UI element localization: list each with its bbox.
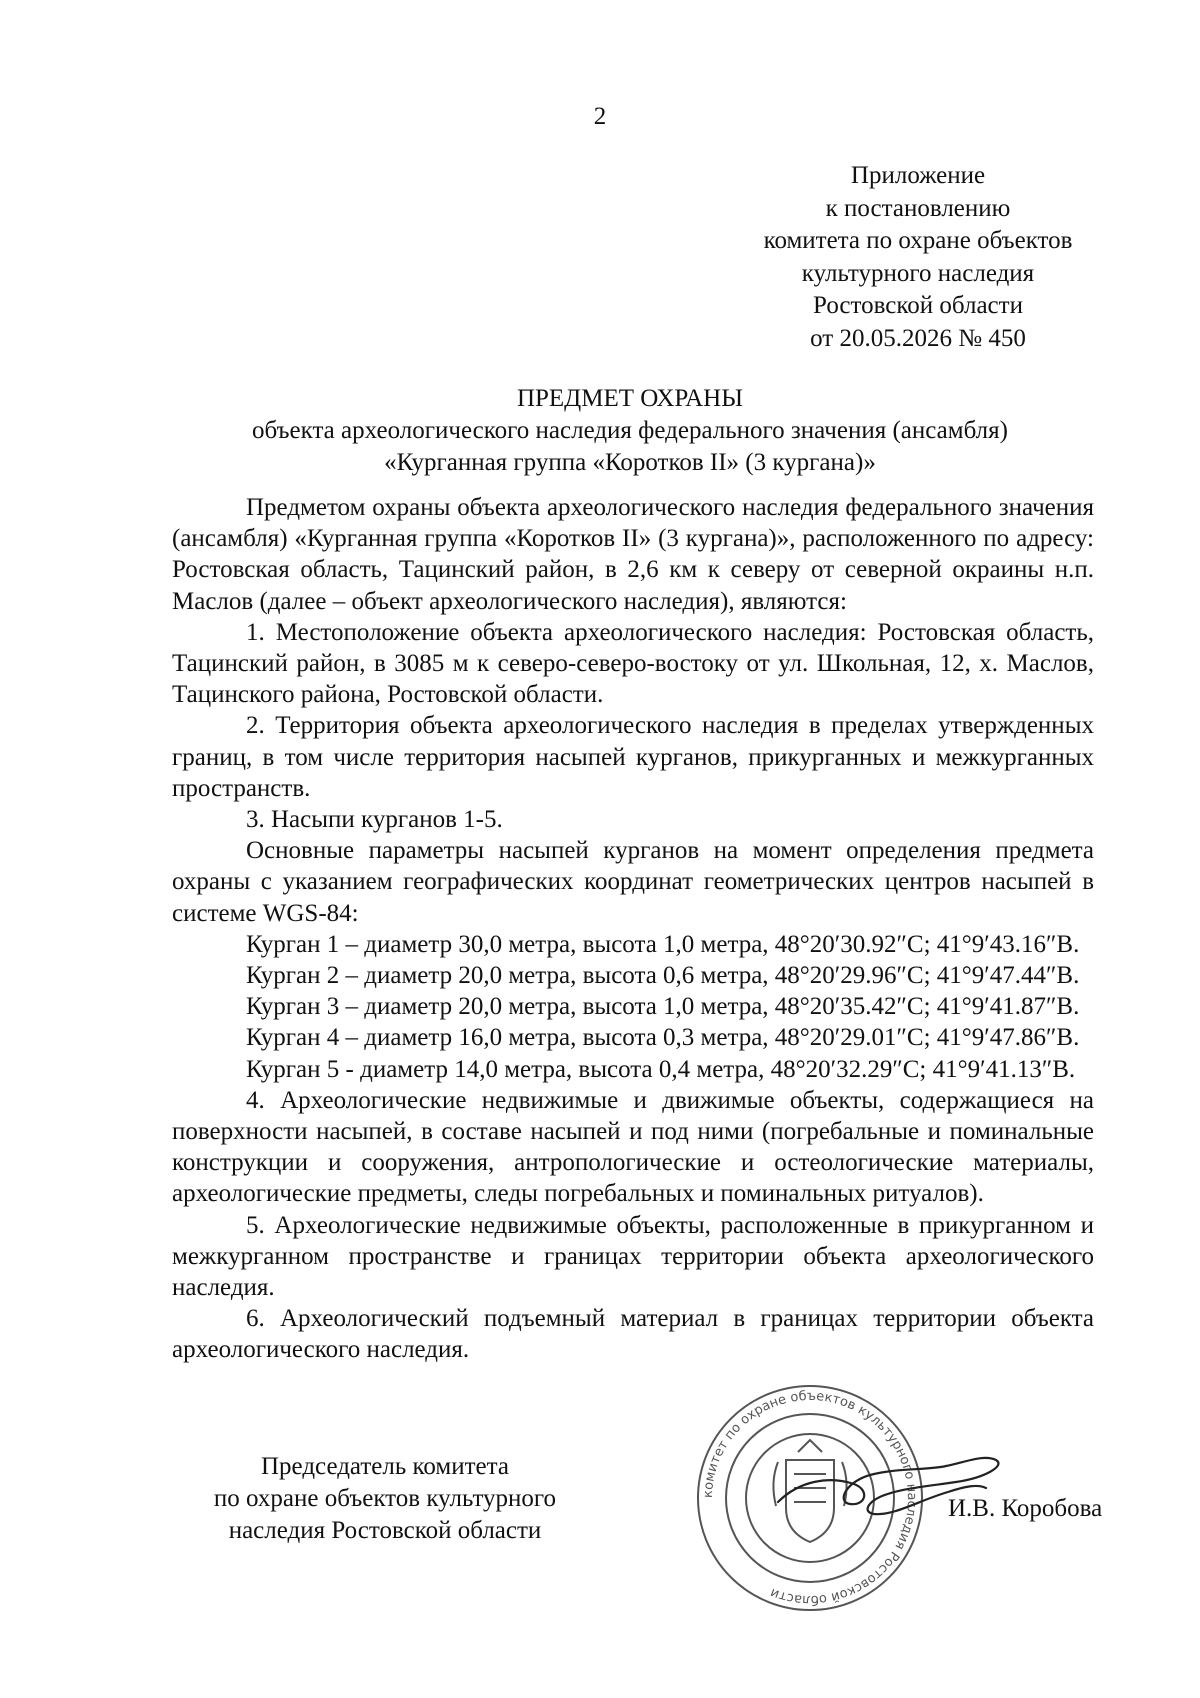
appendix-date-number: от 20.05.2026 № 450: [810, 324, 1026, 352]
kurgan-2-line: Курган 2 – диаметр 20,0 метра, высота 0,6 метра, 48°20′29.96″С; 41°9′47.44″В.: [246, 962, 1080, 990]
kurgan-1-line: Курган 1 – диаметр 30,0 метра, высота 1,0 метра, 48°20′30.92″С; 41°9′43.16″В.: [246, 930, 1080, 958]
intro-paragraph: Предметом охраны объекта археологического наследия федерального значения (ансамбля) «Курганная группа «Коротков II» (3 кургана)», расположенного по адресу: Ростовская область, Тацинский район, в 2,6 км к северу от северной окраины н.п. Маслов (далее – объект археологического наследия), являются:: [172, 494, 1094, 615]
kurgan-3-line: Курган 3 – диаметр 20,0 метра, высота 1,0 метра, 48°20′35.42″С; 41°9′41.87″В.: [246, 993, 1080, 1021]
title-object-name: «Курганная группа «Коротков II» (3 кургана)»: [384, 449, 876, 476]
document-title: [160, 383, 1100, 479]
document-body: [172, 492, 1094, 1366]
item-5-paragraph: 5. Археологические недвижимые объекты, расположенные в прикурганном и межкурганном пространстве и границах территории объекта археологического наследия.: [172, 1211, 1094, 1302]
appendix-header: [738, 160, 1098, 355]
appendix-line: Ростовской области: [813, 292, 1023, 319]
item-1-paragraph: 1. Местоположение объекта археологического наследия: Ростовская область, Тацинский район, в 3085 м к северо-северо-востоку от ул. Школьная, 12, х. Маслов, Тацинского района, Ростовской области.: [172, 618, 1094, 709]
signer-position-line: по охране объектов культурного: [213, 1485, 557, 1512]
item-4-paragraph: 4. Археологические недвижимые и движимые объекты, содержащиеся на поверхности насыпей, в составе насыпей и под ними (погребальные и поминальные конструкции и сооружения, антропологические и остеологические материалы, археологические предметы, следы погребальных и поминальных ритуалов).: [172, 1086, 1094, 1208]
kurgan-4-line: Курган 4 – диаметр 16,0 метра, высота 0,3 метра, 48°20′29.01″С; 41°9′47.86″В.: [246, 1024, 1080, 1052]
appendix-line: культурного наследия: [801, 259, 1035, 287]
appendix-line: Приложение: [850, 162, 986, 189]
item-2-paragraph: 2. Территория объекта археологического наследия в пределах утвержденных границ, в том числе территория насыпей курганов, прикурганных и межкурганных пространств.: [172, 712, 1094, 802]
signer-name: И.В. Коробова: [948, 1495, 1103, 1522]
title-heading: ПРЕДМЕТ ОХРАНЫ: [516, 385, 744, 412]
signer-position: [180, 1451, 590, 1547]
appendix-line: к постановлению: [825, 194, 1011, 222]
title-subline: объекта археологического наследия федерального значения (ансамбля): [252, 417, 1008, 444]
item-3-paragraph: 3. Насыпи курганов 1-5.: [246, 806, 503, 834]
seal-text: комитет по охране объектов культурного наследия Ростовской области: [700, 1388, 920, 1608]
signer-position-line: Председатель комитета: [261, 1453, 509, 1480]
appendix-line: комитета по охране объектов: [763, 227, 1073, 254]
kurgan-5-line: Курган 5 - диаметр 14,0 метра, высота 0,4 метра, 48°20′32.29″С; 41°9′41.13″В.: [246, 1055, 1076, 1083]
page-number: 2: [593, 103, 607, 130]
signer-position-line: наследия Ростовской области: [228, 1517, 542, 1544]
item-6-paragraph: 6. Археологический подъемный материал в границах территории объекта археологического наследия.: [172, 1305, 1094, 1364]
params-paragraph: Основные параметры насыпей курганов на момент определения предмета охраны с указанием географических координат геометрических центров насыпей в системе WGS-84:: [172, 837, 1094, 927]
